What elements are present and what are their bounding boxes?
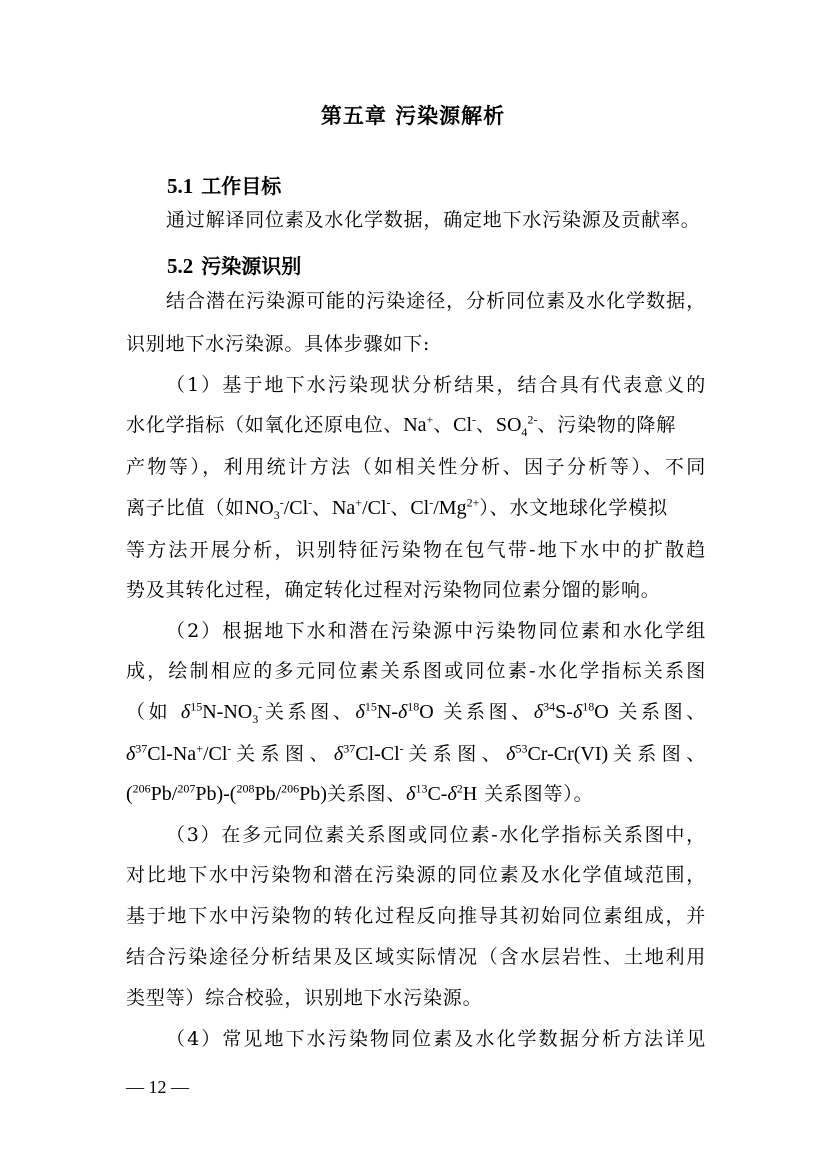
section-title: 污染源识别 [201,254,302,278]
paragraph-line: 识别地下水污染源。具体步骤如下: [126,333,431,355]
paragraph-line: 结合污染途径分析结果及区域实际情况（含水层岩性、土地利用 [126,946,706,968]
paragraph-line: 势及其转化过程，确定转化过程对污染物同位素分馏的影响。 [126,579,661,601]
paragraph-line: （如 $\delta^{15}N-NO_3^-$关系图、$\delta^{15}N-\delta^{18}O$ 关系图、$\delta^{34}S-\delta^{18}O$ 关系图、 [126,699,707,726]
paragraph-line: 离子比值（如$NO_3^-/Cl^-$、Na+/Cl-、$Cl^-/Mg^{2+}$）、水文地球化学模拟 [126,495,668,522]
paragraph-goal: 通过解译同位素及水化学数据，确定地下水污染源及贡献率。 [166,209,701,231]
paragraph-line: 对比地下水中污染物和潜在污染源的同位素及水化学值域范围， [126,864,706,886]
paragraph-line: （2）根据地下水和潜在污染源中污染物同位素和水化学组 [166,620,706,642]
chapter-title: 第五章 污染源解析 [320,104,506,128]
paragraph-line: 水化学指标（如氧化还原电位、Na+、Cl-、$SO_4^{2-}$、污染物的降解 [126,412,677,439]
paragraph-line: （3）在多元同位素关系图或同位素-水化学指标关系图中， [166,824,706,846]
paragraph-line: 等方法开展分析，识别特征污染物在包气带-地下水中的扩散趋 [126,539,706,561]
paragraph-line: ($^{206}$Pb/$^{207}$Pb)-($^{208}$Pb/$^{206}$Pb)关系图、$\delta^{13}C-\delta^2H$ 关系图等）。 [126,781,594,805]
paragraph-line: $\delta^{37}Cl-Na^+/Cl^-$关系图、$\delta^{37}Cl-Cl^-$关系图、$\delta^{53}Cr-Cr(VI)$关系图、 [126,741,706,765]
paragraph-line: 类型等）综合校验，识别地下水污染源。 [126,987,483,1009]
section-number: 5.2 [167,254,194,278]
section-number: 5.1 [167,174,194,198]
section-heading-5-2 [167,250,301,279]
page-number: — 12 — [126,1077,189,1097]
section-title: 工作目标 [201,174,282,198]
paragraph-line: 成，绘制相应的多元同位素关系图或同位素-水化学指标关系图 [126,660,706,682]
paragraph-line: 结合潜在污染源可能的污染途径，分析同位素及水化学数据， [166,290,706,312]
paragraph-line: 产物等），利用统计方法（如相关性分析、因子分析等）、不同 [126,456,706,478]
paragraph-line: （4）常见地下水污染物同位素及水化学数据分析方法详见 [166,1028,706,1050]
section-heading-5-1 [167,170,281,199]
paragraph-line: 基于地下水中污染物的转化过程反向推导其初始同位素组成，并 [126,905,706,927]
paragraph-line: （1）基于地下水污染现状分析结果，结合具有代表意义的 [166,374,706,396]
